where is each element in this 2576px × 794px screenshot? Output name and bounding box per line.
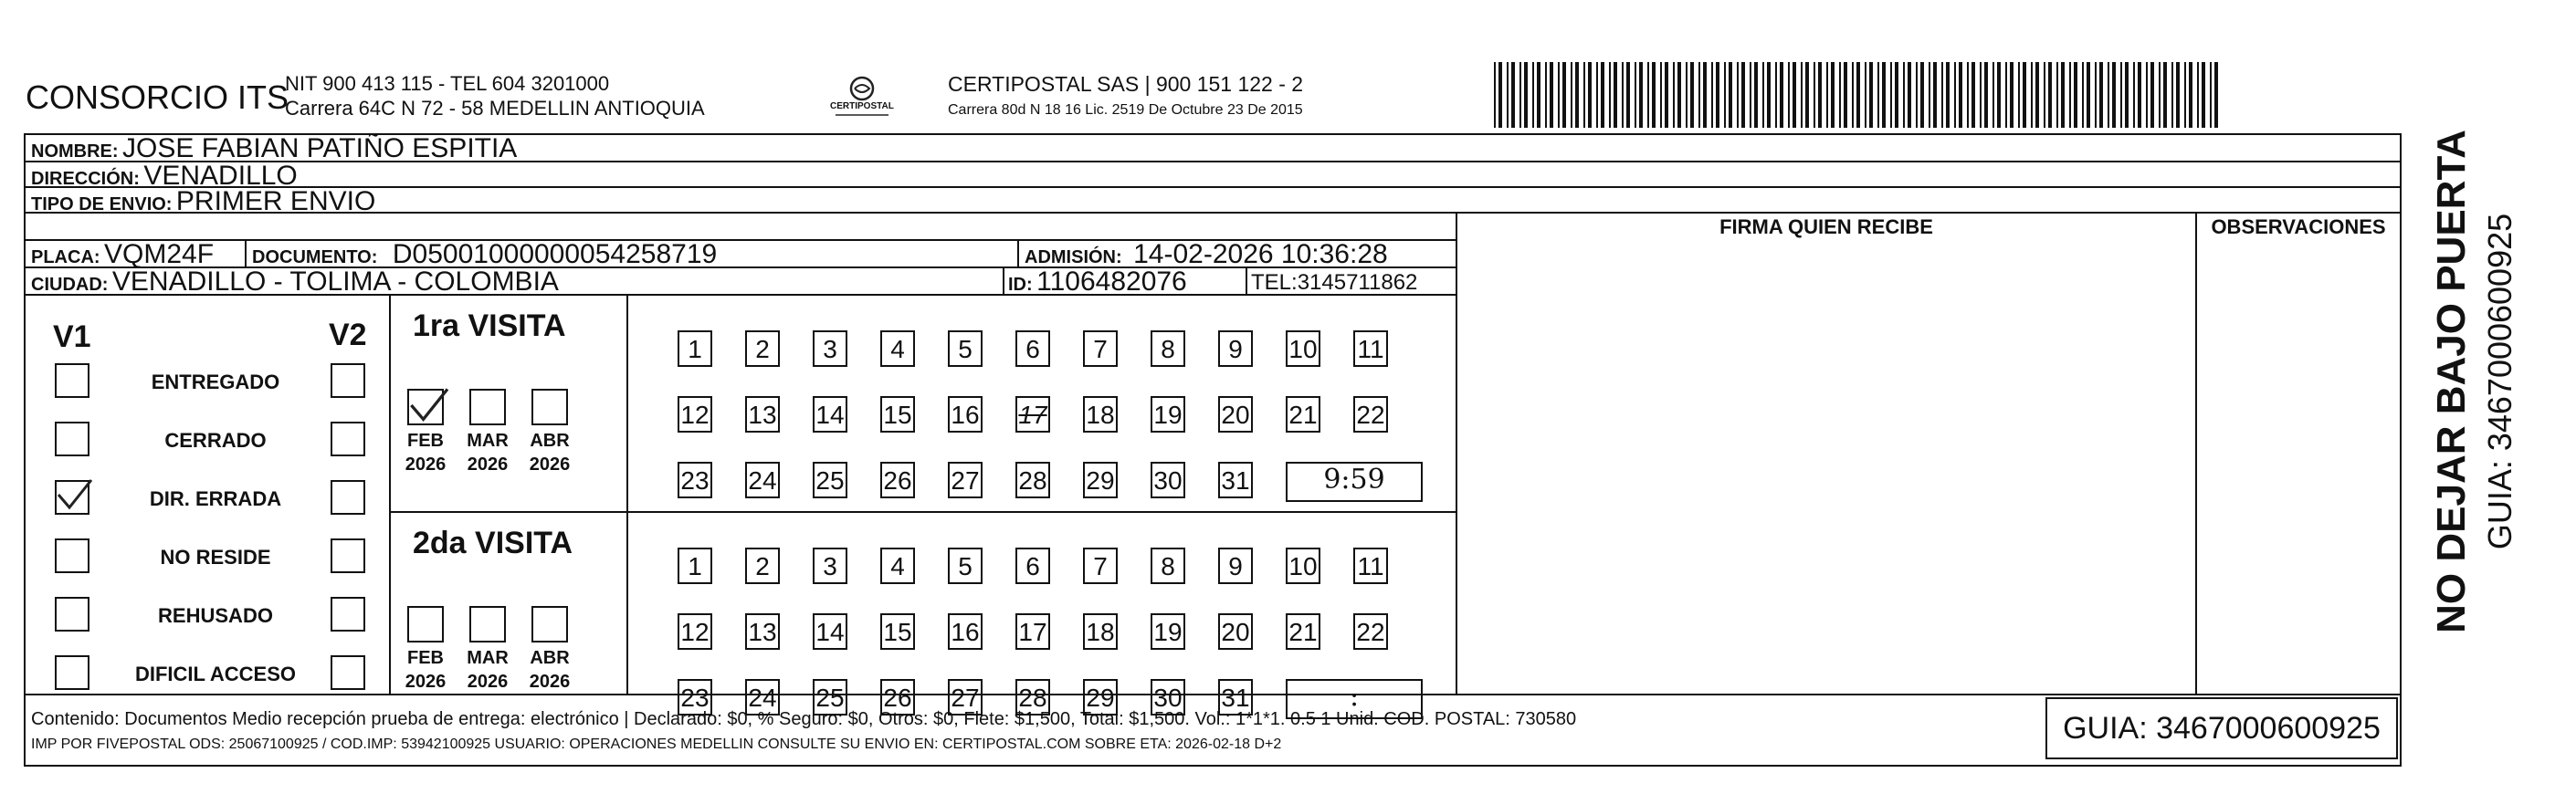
day-box[interactable]: 8: [1151, 330, 1185, 367]
barcode-bar: [2214, 62, 2218, 128]
barcode-bar: [1737, 62, 1739, 128]
month-label: [398, 429, 453, 476]
barcode-bar: [2150, 62, 2154, 128]
placa-value: VQM24F: [104, 239, 215, 269]
admision-value: 14-02-2026 10:36:28: [1133, 239, 1388, 269]
barcode-bar: [2095, 62, 2097, 128]
month-name: ABR: [530, 648, 570, 668]
status-label: DIR. ERRADA: [149, 487, 282, 510]
barcode-bar: [1511, 62, 1515, 128]
day-box[interactable]: 16: [948, 396, 983, 433]
address-line: Carrera 64C N 72 - 58 MEDELLIN ANTIOQUIA: [285, 97, 705, 120]
v1-checkbox[interactable]: [55, 422, 89, 456]
barcode-bar: [1984, 62, 1988, 128]
day-box[interactable]: 28: [1015, 679, 1050, 716]
footer-contents: Contenido: Documentos Medio recepción prueba de entrega: electrónico | Declarado: $0, % Seguro: $0, Otros: $0, Flete: $1,500, Total: $1,500. Vol.: 1*1*1. 0.5 1 Unid. COD. POSTAL: 730580: [31, 709, 1577, 729]
documento-label: DOCUMENTO:: [252, 247, 378, 267]
month-label: [460, 646, 515, 694]
status-label: DIFICIL ACCESO: [134, 663, 296, 685]
barcode-bar: [1698, 62, 1700, 128]
barcode-bar: [1780, 62, 1783, 128]
barcode-bar: [2202, 62, 2205, 128]
nombre-value: JOSE FABIAN PATIÑO ESPITIA: [122, 133, 518, 163]
logo-text: CERTIPOSTAL: [830, 101, 894, 111]
barcode-bar: [1519, 62, 1521, 128]
day-box[interactable]: 21: [1286, 396, 1320, 433]
day-box[interactable]: 6: [1015, 548, 1050, 584]
day-box[interactable]: 4: [880, 330, 915, 367]
month-name: MAR: [467, 431, 509, 451]
barcode-bar: [1575, 62, 1579, 128]
barcode-bar: [1571, 62, 1572, 128]
v1-checkbox[interactable]: [55, 363, 89, 398]
certipostal-line2: Carrera 80d N 18 16 Lic. 2519 De Octubre 23 De 2015: [948, 102, 1303, 118]
ciudad-value: VENADILLO - TOLIMA - COLOMBIA: [111, 266, 559, 297]
day-box[interactable]: 6: [1015, 330, 1050, 367]
barcode-bar: [1903, 62, 1905, 128]
v2-checkbox[interactable]: [331, 422, 365, 456]
barcode-bar: [2112, 62, 2116, 128]
day-box[interactable]: 23: [678, 462, 712, 498]
barcode-bar: [1933, 62, 1937, 128]
barcode-bar: [2133, 62, 2135, 128]
day-box[interactable]: 5: [948, 330, 983, 367]
status-label: REHUSADO: [158, 604, 273, 627]
month-label: [460, 429, 515, 476]
certipostal-line1: CERTIPOSTAL SAS | 900 151 122 - 2: [948, 72, 1304, 96]
documento-field: [252, 239, 717, 270]
barcode-bar: [1954, 62, 1956, 128]
barcode-bar: [1908, 62, 1911, 128]
barcode-bar: [1660, 62, 1662, 128]
observations-area[interactable]: [2199, 245, 2396, 690]
barcode-bar: [1793, 62, 1796, 128]
barcode-bar: [1767, 62, 1771, 128]
day-box[interactable]: 3: [813, 548, 847, 584]
month-name: FEB: [407, 431, 444, 451]
barcode-bar: [1562, 62, 1566, 128]
day-box[interactable]: 14: [813, 396, 847, 433]
tel-field: [1251, 270, 1417, 296]
barcode-bar: [1971, 62, 1975, 128]
barcode-bar: [1532, 62, 1534, 128]
barcode-bar: [1877, 62, 1879, 128]
month-label: [522, 429, 577, 476]
side-guia: GUIA: 3467000600925: [2481, 213, 2518, 550]
day-box[interactable]: 10: [1286, 548, 1320, 584]
day-box[interactable]: 29: [1083, 462, 1118, 498]
barcode-bar: [2056, 62, 2058, 128]
barcode-bar: [1967, 62, 1969, 128]
barcode-bar: [1614, 62, 1617, 128]
barcode-bar: [1558, 62, 1560, 128]
tipo-row: [31, 186, 375, 217]
day-box[interactable]: 28: [1015, 462, 1050, 498]
id-value: 1106482076: [1036, 266, 1187, 297]
day-box[interactable]: 21: [1286, 613, 1320, 650]
barcode-bar: [2171, 62, 2173, 128]
barcode-bar: [1826, 62, 1828, 128]
day-box[interactable]: 30: [1151, 679, 1185, 716]
month-name: MAR: [467, 648, 509, 668]
day-box[interactable]: 31: [1218, 679, 1253, 716]
nombre-label: NOMBRE:: [31, 141, 119, 162]
barcode-bar: [1639, 62, 1643, 128]
barcode-bar: [1741, 62, 1745, 128]
day-box[interactable]: 13: [745, 396, 780, 433]
footer-print-info: IMP POR FIVEPOSTAL ODS: 25067100925 / COD.IMP: 53942100925 USUARIO: OPERACIONES MEDELLIN CONSULTE SU ENVIO EN: CERTIPOSTAL.COM SOBRE ETA: 2026-02-18 D+2: [31, 737, 1282, 752]
barcode-bar: [1788, 62, 1790, 128]
v1-checkbox[interactable]: [55, 480, 89, 515]
status-label: NO RESIDE: [160, 546, 271, 569]
barcode-bar: [2125, 62, 2129, 128]
v2-label: V2: [329, 318, 367, 352]
ciudad-label: CIUDAD:: [31, 275, 109, 295]
admision-field: [1025, 239, 1388, 270]
v2-checkbox[interactable]: [331, 480, 365, 515]
month-checkbox[interactable]: [531, 389, 568, 425]
month-label: [398, 646, 453, 694]
barcode-bar: [1920, 62, 1924, 128]
barcode-bar: [1545, 62, 1547, 128]
barcode-bar: [1711, 62, 1713, 128]
barcode-bar: [1498, 62, 1502, 128]
status-label: ENTREGADO: [151, 371, 280, 393]
v2-checkbox[interactable]: [331, 597, 365, 632]
check-mark-icon: [55, 476, 91, 513]
direccion-label: DIRECCIÓN:: [31, 169, 140, 189]
barcode-bar: [1635, 62, 1636, 128]
barcode-bar: [2108, 62, 2109, 128]
barcode-bar: [1524, 62, 1528, 128]
barcode-bar: [2099, 62, 2103, 128]
barcode-bar: [1677, 62, 1681, 128]
barcode-bar: [1583, 62, 1585, 128]
barcode-bar: [2176, 62, 2180, 128]
day-box[interactable]: 17: [1015, 396, 1050, 433]
day-box[interactable]: 4: [880, 548, 915, 584]
id-label: ID:: [1008, 275, 1033, 295]
day-box[interactable]: 2: [745, 330, 780, 367]
barcode-bar: [1537, 62, 1540, 128]
barcode-bar: [1818, 62, 1822, 128]
ciudad-field: [31, 266, 559, 298]
barcode-bar: [1882, 62, 1886, 128]
barcode-bar: [1946, 62, 1950, 128]
barcode-bar: [1729, 62, 1732, 128]
barcode-bar: [2035, 62, 2039, 128]
barcode-bar: [2146, 62, 2148, 128]
barcode-bar: [1690, 62, 1694, 128]
v2-checkbox[interactable]: [331, 655, 365, 690]
company-contact: [285, 71, 705, 120]
visit-title: 1ra VISITA: [413, 308, 566, 343]
day-box[interactable]: 16: [948, 613, 983, 650]
barcode-bar: [1686, 62, 1688, 128]
day-box[interactable]: 3: [813, 330, 847, 367]
day-box[interactable]: 17: [1015, 613, 1050, 650]
barcode-bar: [2120, 62, 2122, 128]
barcode-bar: [1997, 62, 2001, 128]
barcode-bar: [2048, 62, 2052, 128]
tel-label: TEL:: [1251, 270, 1298, 295]
check-mark-icon: [407, 385, 447, 425]
barcode-bar: [1665, 62, 1668, 128]
barcode-bar: [2163, 62, 2167, 128]
barcode-bar: [2018, 62, 2020, 128]
barcode-bar: [1890, 62, 1892, 128]
company-name: CONSORCIO ITS: [26, 78, 289, 116]
barcode-bar: [2010, 62, 2013, 128]
day-box[interactable]: 8: [1151, 548, 1185, 584]
v1-label: V1: [53, 319, 91, 354]
day-box[interactable]: 2: [745, 548, 780, 584]
barcode-bar: [1856, 62, 1860, 128]
barcode-bar: [1724, 62, 1726, 128]
day-box[interactable]: 12: [678, 613, 712, 650]
barcode-bar: [1805, 62, 1809, 128]
barcode-bar: [1980, 62, 1982, 128]
barcode-bar: [2005, 62, 2007, 128]
day-box[interactable]: 15: [880, 396, 915, 433]
barcode-bar: [1814, 62, 1815, 128]
documento-value: D05001000000054258719: [392, 239, 718, 269]
barcode-bar: [2061, 62, 2065, 128]
month-year: 2026: [405, 672, 447, 692]
barcode-bar: [1831, 62, 1835, 128]
barcode-bar: [1839, 62, 1841, 128]
day-box[interactable]: 7: [1083, 330, 1118, 367]
day-box[interactable]: 11: [1353, 548, 1388, 584]
month-checkbox[interactable]: [469, 389, 506, 425]
barcode-bar: [1754, 62, 1758, 128]
day-box[interactable]: 1: [678, 330, 712, 367]
tipo-value: PRIMER ENVIO: [175, 186, 376, 216]
day-box[interactable]: 31: [1218, 462, 1253, 498]
barcode-bar: [1992, 62, 1994, 128]
tel-value: 3145711862: [1297, 270, 1418, 295]
placa-field: [31, 239, 214, 270]
direccion-value: VENADILLO: [143, 161, 298, 191]
day-box[interactable]: 18: [1083, 396, 1118, 433]
month-label: [522, 646, 577, 694]
day-box[interactable]: 12: [678, 396, 712, 433]
nombre-row: [31, 133, 517, 164]
day-box[interactable]: 30: [1151, 462, 1185, 498]
observaciones-header: OBSERVACIONES: [2211, 215, 2386, 238]
day-box[interactable]: 18: [1083, 613, 1118, 650]
day-box[interactable]: 20: [1218, 613, 1253, 650]
barcode-bar: [1929, 62, 1930, 128]
month-year: 2026: [467, 454, 509, 475]
day-box[interactable]: 5: [948, 548, 983, 584]
barcode-bar: [1652, 62, 1656, 128]
barcode-bar: [1609, 62, 1611, 128]
day-box[interactable]: 24: [745, 462, 780, 498]
barcode-bar: [1775, 62, 1777, 128]
v2-checkbox[interactable]: [331, 538, 365, 573]
barcode-bar: [1852, 62, 1854, 128]
barcode-bar: [1647, 62, 1649, 128]
barcode-bar: [2087, 62, 2090, 128]
barcode-bar: [1716, 62, 1719, 128]
barcode-bar: [2189, 62, 2192, 128]
month-year: 2026: [405, 454, 447, 475]
day-box[interactable]: 10: [1286, 330, 1320, 367]
barcode-bar: [1494, 62, 1496, 128]
day-box[interactable]: 13: [745, 613, 780, 650]
day-box[interactable]: 26: [880, 462, 915, 498]
v1-checkbox[interactable]: [55, 597, 89, 632]
day-box[interactable]: 9: [1218, 548, 1253, 584]
barcode-bar: [1596, 62, 1598, 128]
barcode-bar: [1959, 62, 1962, 128]
barcode-bar: [2138, 62, 2141, 128]
status-label: CERRADO: [164, 429, 267, 452]
time-box[interactable]: :: [1286, 679, 1423, 719]
barcode-bar: [2044, 62, 2045, 128]
barcode-bar: [1762, 62, 1764, 128]
day-box[interactable]: 24: [745, 679, 780, 716]
day-box[interactable]: 14: [813, 613, 847, 650]
barcode-bar: [1941, 62, 1943, 128]
barcode-bar: [1916, 62, 1918, 128]
barcode-bar: [1622, 62, 1624, 128]
day-box[interactable]: 26: [880, 679, 915, 716]
barcode-bar: [1703, 62, 1707, 128]
barcode-bar: [1801, 62, 1803, 128]
signature-area[interactable]: [1459, 245, 2192, 690]
day-box[interactable]: 29: [1083, 679, 1118, 716]
barcode-bar: [2197, 62, 2199, 128]
day-box[interactable]: 9: [1218, 330, 1253, 367]
month-checkbox[interactable]: [407, 606, 444, 643]
barcode-bar: [1673, 62, 1675, 128]
v1-checkbox[interactable]: [55, 655, 89, 690]
barcode-bar: [2031, 62, 2033, 128]
day-box[interactable]: 22: [1353, 613, 1388, 650]
v1-checkbox[interactable]: [55, 538, 89, 573]
barcode-bar: [1601, 62, 1604, 128]
day-box[interactable]: 11: [1353, 330, 1388, 367]
time-box[interactable]: 9:59: [1286, 462, 1423, 502]
barcode-bar: [2184, 62, 2186, 128]
barcode-bar: [1588, 62, 1592, 128]
firma-header: FIRMA QUIEN RECIBE: [1719, 215, 1933, 238]
month-checkbox[interactable]: [407, 389, 444, 425]
day-box[interactable]: 7: [1083, 548, 1118, 584]
barcode-bar: [1550, 62, 1553, 128]
visit-title: 2da VISITA: [413, 526, 573, 560]
certipostal-logo: [826, 73, 898, 120]
barcode-bar: [2074, 62, 2077, 128]
month-name: FEB: [407, 648, 444, 668]
barcode-bar: [2082, 62, 2084, 128]
side-warning: NO DEJAR BAJO PUERTA: [2429, 130, 2474, 633]
month-year: 2026: [467, 672, 509, 692]
placa-label: PLACA:: [31, 247, 100, 267]
day-box[interactable]: 27: [948, 679, 983, 716]
day-box[interactable]: 27: [948, 462, 983, 498]
barcode-bar: [2069, 62, 2071, 128]
month-year: 2026: [529, 454, 571, 475]
barcode-bar: [1869, 62, 1873, 128]
barcode-bar: [1844, 62, 1847, 128]
day-box[interactable]: 23: [678, 679, 712, 716]
barcode-bar: [2023, 62, 2026, 128]
day-box[interactable]: 1: [678, 548, 712, 584]
tipo-label: TIPO DE ENVIO:: [31, 194, 173, 214]
day-box[interactable]: 19: [1151, 396, 1185, 433]
day-box[interactable]: 15: [880, 613, 915, 650]
day-box[interactable]: 19: [1151, 613, 1185, 650]
barcode-bar: [1750, 62, 1751, 128]
month-name: ABR: [530, 431, 570, 451]
month-checkbox[interactable]: [469, 606, 506, 643]
day-box[interactable]: 25: [813, 679, 847, 716]
barcode-bar: [1507, 62, 1509, 128]
v2-checkbox[interactable]: [331, 363, 365, 398]
barcode-bar: [1865, 62, 1866, 128]
day-box[interactable]: 20: [1218, 396, 1253, 433]
barcode-bar: [2159, 62, 2161, 128]
id-field: [1008, 266, 1187, 298]
guia-number: GUIA: 3467000600925: [2045, 697, 2398, 759]
barcode-bar: [1895, 62, 1898, 128]
barcode-bar: [1626, 62, 1630, 128]
nit-line: NIT 900 413 115 - TEL 604 3201000: [285, 72, 610, 95]
month-checkbox[interactable]: [531, 606, 568, 643]
day-box[interactable]: 22: [1353, 396, 1388, 433]
barcode: [1494, 62, 2223, 128]
barcode-bar: [2210, 62, 2212, 128]
month-year: 2026: [529, 672, 571, 692]
day-box[interactable]: 25: [813, 462, 847, 498]
admision-label: ADMISIÓN:: [1025, 247, 1122, 267]
